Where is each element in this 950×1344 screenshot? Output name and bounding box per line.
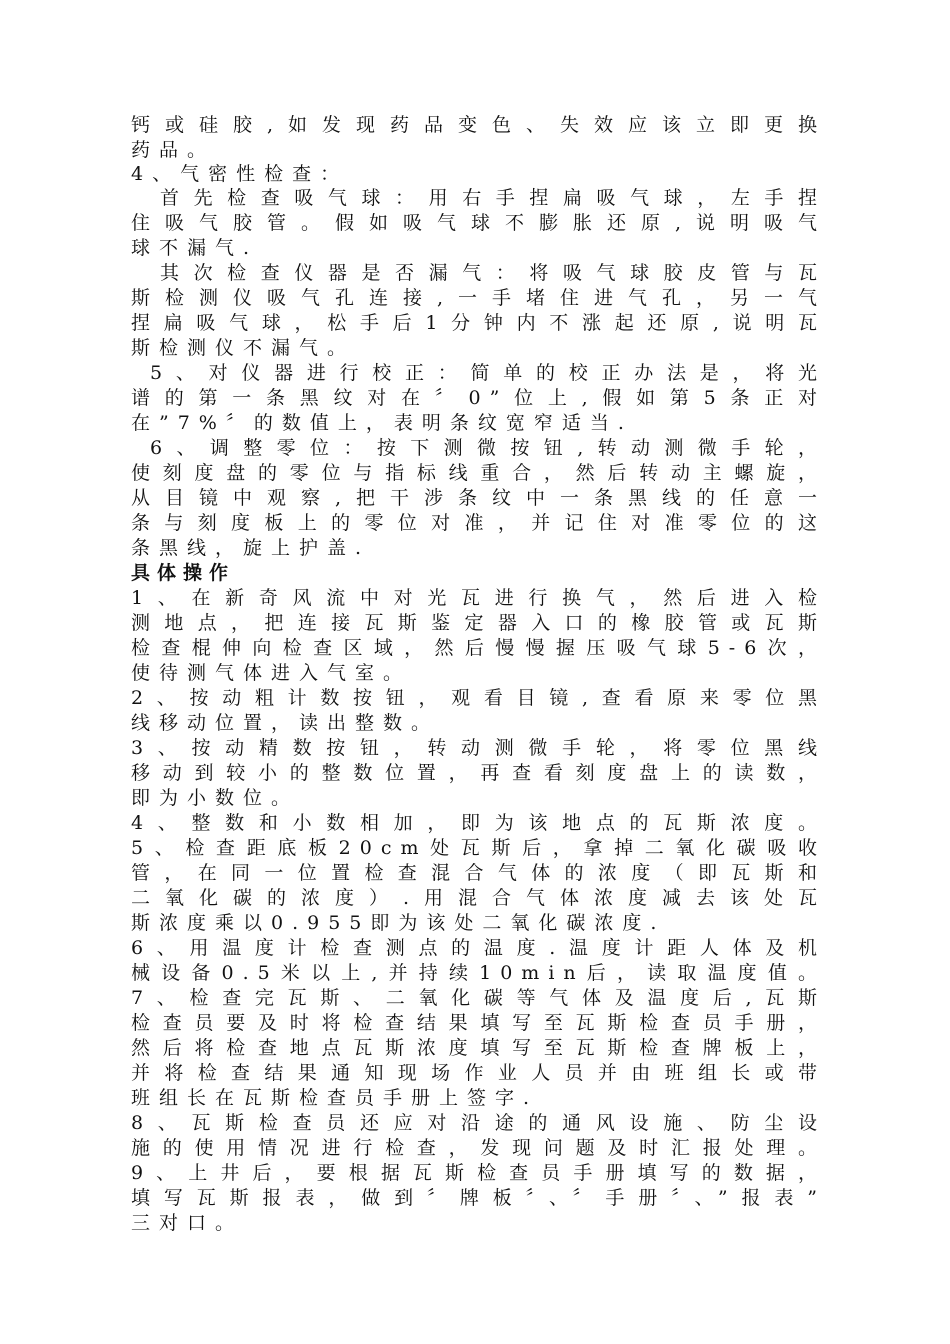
text-line: 8、瓦斯检查员还应对沿途的通风设施、防尘设 <box>131 1112 826 1134</box>
text-line: 6、调整零位：按下测微按钮,转动测微手轮， <box>150 437 826 459</box>
text-line: 即为小数位。 <box>131 787 300 809</box>
text-line: 班组长在瓦斯检查员手册上签字. <box>131 1087 539 1109</box>
text-line: 检查员要及时将检查结果填写至瓦斯检查员手册， <box>131 1012 826 1034</box>
text-line: 药品。 <box>131 139 216 161</box>
text-line: 斯检测仪吸气孔连接,一手堵住进气孔，另一气 <box>131 287 826 309</box>
text-line: 3、按动精数按钮，转动测微手轮，将零位黑线 <box>131 737 826 759</box>
text-line: 4、气密性检查： <box>131 163 349 185</box>
text-line: 谱的第一条黑纹对在〞0”位上,假如第5条正对 <box>131 387 826 409</box>
text-line: 捏扁吸气球，松手后1分钟内不涨起还原,说明瓦 <box>131 312 826 334</box>
section-heading: 具体操作 <box>131 562 236 584</box>
text-line: 4、整数和小数相加，即为该地点的瓦斯浓度。 <box>131 812 826 834</box>
text-line: 条黑线，旋上护盖. <box>131 537 371 559</box>
text-line: 7、检查完瓦斯、二氧化碳等气体及温度后,瓦斯 <box>131 987 826 1009</box>
text-line: 测地点，把连接瓦斯鉴定器入口的橡胶管或瓦斯 <box>131 612 826 634</box>
text-line: 住吸气胶管。假如吸气球不膨胀还原,说明吸气 <box>131 212 826 234</box>
text-line: 使待测气体进入气室。 <box>131 662 412 684</box>
text-line: 管，在同一位置检查混合气体的浓度（即瓦斯和 <box>131 862 826 884</box>
text-line: 9、上井后，要根据瓦斯检查员手册填写的数据， <box>131 1162 826 1184</box>
text-line: 6、用温度计检查测点的温度.温度计距人体及机 <box>131 937 826 959</box>
text-line: 线移动位置，读出整数。 <box>131 712 440 734</box>
text-line: 2、按动粗计数按钮，观看目镜,查看原来零位黑 <box>131 687 826 709</box>
text-line: 移动到较小的整数位置，再查看刻度盘上的读数， <box>131 762 826 784</box>
text-line: 1、在新奇风流中对光瓦进行换气，然后进入检 <box>131 587 826 609</box>
text-line: 并将检查结果通知现场作业人员并由班组长或带 <box>131 1062 826 1084</box>
text-line: 二氧化碳的浓度）.用混合气体浓度减去该处瓦 <box>131 887 826 909</box>
text-line: 从目镜中观察,把干涉条纹中一条黑线的任意一 <box>131 487 826 509</box>
text-line: 施的使用情况进行检查，发现问题及时汇报处理。 <box>131 1137 826 1159</box>
text-line: 使刻度盘的零位与指标线重合，然后转动主螺旋， <box>131 462 826 484</box>
text-line: 然后将检查地点瓦斯浓度填写至瓦斯检查牌板上， <box>131 1037 826 1059</box>
text-line: 5、对仪器进行校正：简单的校正办法是，将光 <box>150 362 826 384</box>
text-line: 在”7%〞的数值上，表明条纹宽窄适当. <box>131 412 633 434</box>
text-line: 检查棍伸向检查区域，然后慢慢握压吸气球5-6次， <box>131 637 826 659</box>
text-line: 填写瓦斯报表，做到〞牌板〞、〞手册〞、”报表” <box>131 1187 826 1209</box>
text-line: 三对口。 <box>131 1212 244 1234</box>
text-line: 斯浓度乘以0.955即为该处二氧化碳浓度. <box>131 912 666 934</box>
text-line: 条与刻度板上的零位对准，并记住对准零位的这 <box>131 512 826 534</box>
text-line: 械设备0.5米以上,并持续10min后，读取温度值。 <box>131 962 826 984</box>
text-line: 其次检查仪器是否漏气：将吸气球胶皮管与瓦 <box>160 262 826 284</box>
text-line: 球不漏气. <box>131 237 259 259</box>
text-line: 钙或硅胶,如发现药品变色、失效应该立即更换 <box>131 114 826 136</box>
text-line: 斯检测仪不漏气。 <box>131 337 356 359</box>
text-line: 首先检查吸气球：用右手捏扁吸气球，左手捏 <box>160 187 826 209</box>
text-line: 5、检查距底板20cm处瓦斯后，拿掉二氧化碳吸收 <box>131 837 826 859</box>
